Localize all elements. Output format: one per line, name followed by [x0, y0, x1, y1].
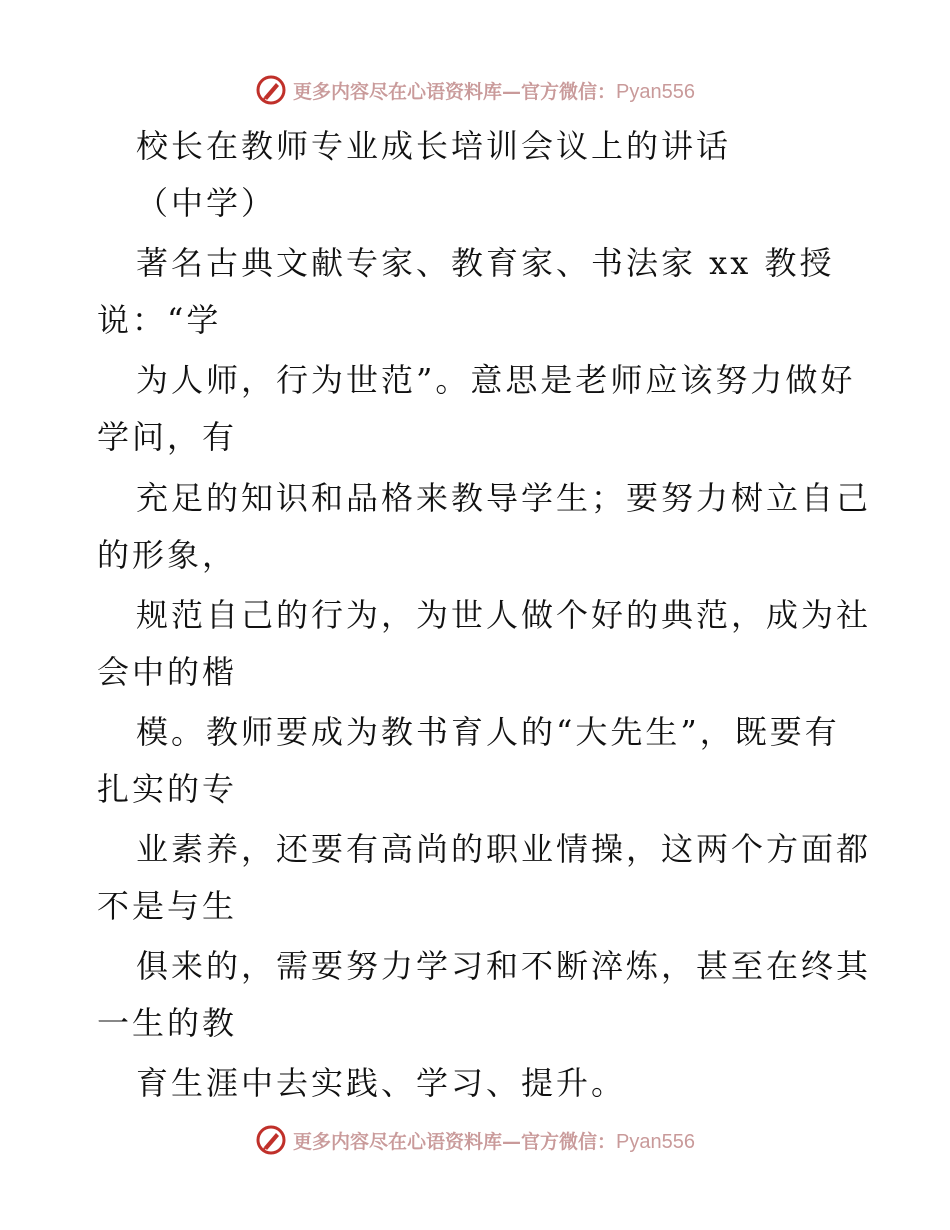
footer-watermark-banner — [0, 1120, 950, 1160]
banner-text: 更多内容尽在心语资料库—官方微信：Pyan556 — [293, 1130, 695, 1153]
document-subtitle: （中学） — [136, 184, 277, 222]
header-watermark-banner — [0, 70, 950, 110]
paragraph-line: 为人师，行为世范”。意思是老师应该努力做好 — [136, 361, 856, 399]
paragraph-line: 不是与生 — [97, 887, 238, 925]
paragraph-line: 育生涯中去实践、学习、提升。 — [136, 1064, 627, 1102]
paragraph-line: 扎实的专 — [97, 770, 238, 808]
paragraph-line: 一生的教 — [97, 1004, 238, 1042]
paragraph-line: 说：“学 — [97, 301, 222, 339]
paragraph-line: 学问，有 — [97, 418, 238, 456]
paragraph-line: 业素养，还要有高尚的职业情操，这两个方面都 — [136, 830, 872, 868]
paragraph-line: 充足的知识和品格来教导学生；要努力树立自己 — [136, 479, 872, 517]
pen-logo-icon — [255, 74, 287, 106]
paragraph-line: 俱来的，需要努力学习和不断淬炼，甚至在终其 — [136, 947, 872, 985]
banner-text: 更多内容尽在心语资料库—官方微信：Pyan556 — [293, 80, 695, 103]
paragraph-line: 著名古典文献专家、教育家、书法家 xx 教授 — [136, 244, 835, 282]
paragraph-line: 会中的楷 — [97, 653, 238, 691]
paragraph-line: 模。教师要成为教书育人的“大先生”，既要有 — [136, 713, 840, 751]
document-title: 校长在教师专业成长培训会议上的讲话 — [136, 127, 732, 165]
paragraph-line: 的形象， — [97, 536, 238, 574]
pen-logo-icon — [255, 1124, 287, 1156]
paragraph-line: 规范自己的行为，为世人做个好的典范，成为社 — [136, 596, 872, 634]
